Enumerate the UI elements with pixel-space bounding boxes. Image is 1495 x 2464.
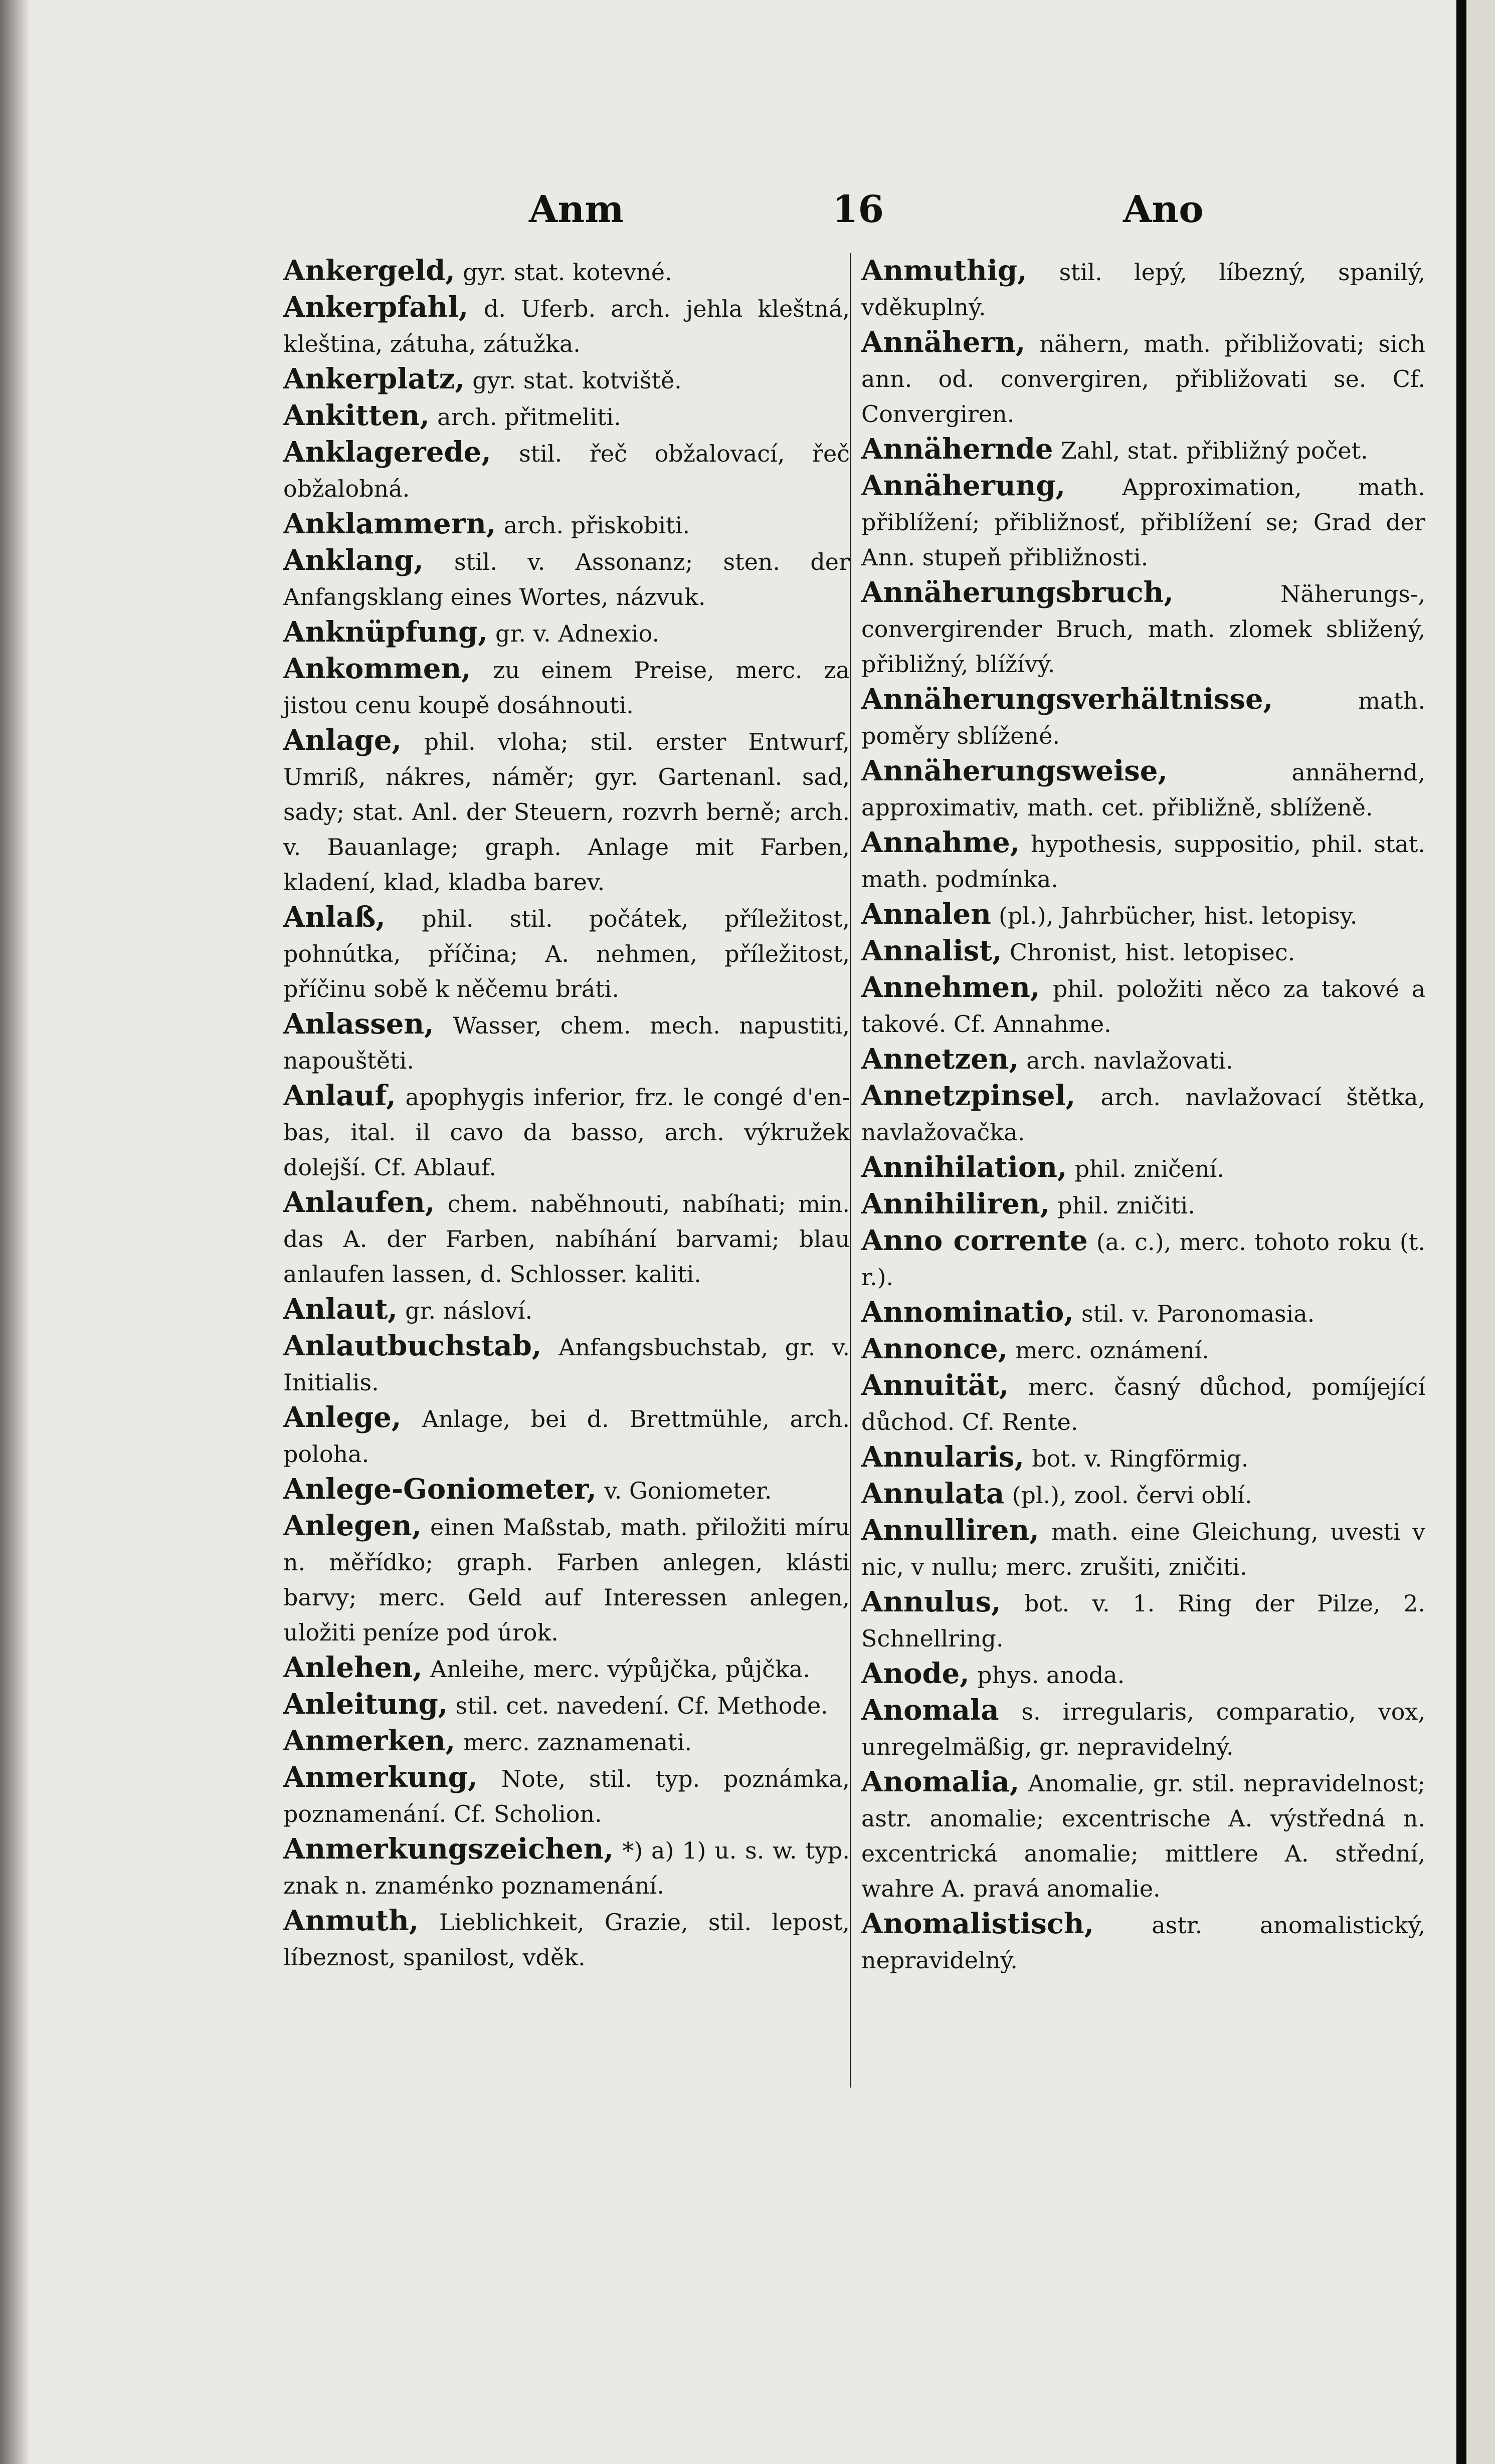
entry-definition: gyr. stat. kotviště. bbox=[472, 367, 682, 394]
entry-headword: Anmerken, bbox=[283, 1724, 456, 1757]
entry-headword: Annulata bbox=[861, 1477, 1005, 1510]
dictionary-entry bbox=[861, 682, 1425, 753]
entry-headword: Anomalia, bbox=[861, 1765, 1020, 1798]
dictionary-entry bbox=[283, 1078, 850, 1185]
entry-definition: stil. lepý, líbezný, spanilý, vděkuplný. bbox=[861, 259, 1425, 321]
dictionary-entry bbox=[861, 1513, 1425, 1584]
entry-headword: Anlege, bbox=[283, 1401, 402, 1434]
entry-headword: Annominatio, bbox=[861, 1296, 1074, 1329]
dictionary-entry bbox=[283, 506, 850, 543]
dictionary-entry bbox=[283, 398, 850, 435]
entry-definition: einen Maßstab, math. přiložiti míru n. měřídko; graph. Farben anlegen, klásti barvy; merc. Geld auf Interessen anlegen, uložiti peníze pod úrok. bbox=[283, 1514, 850, 1646]
header-right-guideword: Ano bbox=[1123, 188, 1204, 231]
entry-definition: Note, stil. typ. poznámka, poznamenání. Cf. Scholion. bbox=[283, 1765, 850, 1827]
dictionary-entry bbox=[283, 1903, 850, 1975]
entry-definition: apophygis inferior, frz. le congé d'en-bas, ital. il cavo da basso, arch. výkružek dolejší. Cf. Ablauf. bbox=[283, 1084, 850, 1181]
entry-definition: (pl.), zool. červi oblí. bbox=[1012, 1482, 1252, 1509]
entry-headword: Anknüpfung, bbox=[283, 615, 488, 649]
dictionary-entry bbox=[861, 1693, 1425, 1764]
entry-definition: zu einem Preise, merc. za jistou cenu koupě dosáhnouti. bbox=[283, 657, 850, 719]
entry-definition: bot. v. Ringförmig. bbox=[1032, 1445, 1249, 1472]
entry-definition: bot. v. 1. Ring der Pilze, 2. Schnellring. bbox=[861, 1590, 1425, 1652]
entry-definition: d. Uferb. arch. jehla kleštná, kleština, zátuha, zátužka. bbox=[283, 295, 850, 357]
dictionary-entry bbox=[861, 1042, 1425, 1078]
dictionary-entry bbox=[283, 1760, 850, 1831]
dictionary-entry bbox=[861, 575, 1425, 682]
entry-headword: Annäherung, bbox=[861, 469, 1066, 502]
entry-headword: Annulus, bbox=[861, 1585, 1001, 1618]
dictionary-entry bbox=[861, 970, 1425, 1042]
entry-definition: phil. položiti něco za takové a takové. Cf. Annahme. bbox=[861, 975, 1425, 1038]
entry-definition: s. irregularis, comparatio, vox, unregelmäßig, gr. nepravidelný. bbox=[861, 1698, 1425, 1760]
dictionary-entry bbox=[283, 543, 850, 614]
dictionary-entry bbox=[861, 1368, 1425, 1440]
entry-headword: Ankommen, bbox=[283, 652, 471, 685]
entry-definition: chem. naběhnouti, nabíhati; min. das A. der Farben, nabíhání barvami; blau anlaufen lassen, d. Schlosser. kaliti. bbox=[283, 1190, 850, 1288]
entry-definition: annähernd, approximativ, math. cet. přibližně, sblíženě. bbox=[861, 759, 1425, 821]
entry-headword: Anklammern, bbox=[283, 507, 496, 540]
entry-headword: Anlege-Goniometer, bbox=[283, 1473, 597, 1506]
dictionary-entry bbox=[283, 1650, 850, 1687]
dictionary-entry bbox=[861, 1295, 1425, 1331]
dictionary-entry bbox=[861, 1764, 1425, 1906]
entry-headword: Anmerkungszeichen, bbox=[283, 1832, 614, 1866]
dictionary-entry bbox=[283, 651, 850, 723]
entry-definition: gr. v. Adnexio. bbox=[495, 620, 660, 647]
entry-definition: hypothesis, suppositio, phil. stat. math. podmínka. bbox=[861, 831, 1425, 893]
entry-headword: Anno corrente bbox=[861, 1224, 1088, 1257]
dictionary-entry bbox=[283, 1472, 850, 1508]
entry-definition: Approximation, math. přiblížení; přibližnosť, přiblížení se; Grad der Ann. stupeň přibližnosti. bbox=[861, 474, 1425, 571]
entry-definition: Anomalie, gr. stil. nepravidelnost; astr. anomalie; excentrische A. výstředná n. excentrická anomalie; mittlere A. střední, wahre A. pravá anomalie. bbox=[861, 1770, 1425, 1902]
dictionary-entry bbox=[283, 723, 850, 900]
entry-definition: arch. přitmeliti. bbox=[437, 403, 621, 431]
entry-definition: phil. vloha; stil. erster Entwurf, Umriß, nákres, náměr; gyr. Gartenanl. sad, sady; stat. Anl. der Steuern, rozvrh berně; arch. v. Bauanlage; graph. Anlage mit Farben, kladení, klad, kladba barev. bbox=[283, 728, 850, 896]
dictionary-entry bbox=[861, 325, 1425, 432]
next-page-sliver bbox=[1466, 0, 1495, 2464]
entry-headword: Anlage, bbox=[283, 724, 402, 757]
entry-definition: phil. zničení. bbox=[1074, 1155, 1224, 1182]
dictionary-entry bbox=[861, 1906, 1425, 1978]
entry-definition: stil. řeč obžalovací, řeč obžalobná. bbox=[283, 440, 850, 502]
dictionary-entry bbox=[283, 290, 850, 361]
dictionary-entry bbox=[283, 1508, 850, 1650]
header-left-guideword: Anm bbox=[529, 188, 624, 231]
entry-headword: Anlaufen, bbox=[283, 1186, 435, 1219]
dictionary-entry bbox=[861, 468, 1425, 575]
dictionary-entry bbox=[861, 825, 1425, 897]
entry-definition: *) a) 1) u. s. w. typ. znak n. znaménko poznamenání. bbox=[283, 1837, 850, 1899]
entry-headword: Annuität, bbox=[861, 1369, 1009, 1402]
dictionary-entry bbox=[283, 614, 850, 651]
entry-headword: Ankerplatz, bbox=[283, 362, 465, 395]
entry-definition: Anleihe, merc. výpůjčka, půjčka. bbox=[430, 1656, 810, 1683]
entry-headword: Annehmen, bbox=[861, 971, 1040, 1004]
dictionary-entry bbox=[861, 753, 1425, 825]
entry-headword: Anmuth, bbox=[283, 1904, 419, 1937]
dictionary-entry bbox=[283, 900, 850, 1006]
entry-headword: Annähern, bbox=[861, 326, 1026, 359]
entry-headword: Annahme, bbox=[861, 826, 1020, 859]
entry-headword: Annulliren, bbox=[861, 1514, 1039, 1547]
entry-definition: merc. oznámení. bbox=[1015, 1337, 1210, 1364]
dictionary-entry bbox=[283, 1831, 850, 1903]
entry-definition: gr. násloví. bbox=[405, 1297, 533, 1324]
entry-headword: Anlaß, bbox=[283, 901, 386, 934]
entry-headword: Annähernde bbox=[861, 433, 1053, 466]
gutter-shadow bbox=[0, 0, 30, 2464]
entry-headword: Annalist, bbox=[861, 934, 1002, 967]
dictionary-entry bbox=[861, 933, 1425, 970]
right-column bbox=[861, 253, 1425, 1978]
entry-definition: merc. časný důchod, pomíjející důchod. Cf. Rente. bbox=[861, 1373, 1425, 1435]
entry-headword: Anklang, bbox=[283, 544, 424, 577]
entry-definition: phil. zničiti. bbox=[1057, 1192, 1195, 1219]
entry-headword: Anlaut, bbox=[283, 1293, 398, 1326]
dictionary-entry bbox=[861, 1476, 1425, 1513]
entry-definition: Lieblichkeit, Grazie, stil. lepost, líbeznost, spanilost, vděk. bbox=[283, 1909, 850, 1971]
entry-headword: Annalen bbox=[861, 898, 991, 931]
entry-headword: Annäherungsverhältnisse, bbox=[861, 683, 1273, 716]
entry-headword: Annihiliren, bbox=[861, 1187, 1050, 1220]
dictionary-entry bbox=[861, 1078, 1425, 1150]
entry-headword: Anmerkung, bbox=[283, 1761, 478, 1794]
entry-headword: Annäherungsweise, bbox=[861, 754, 1168, 787]
dictionary-entry bbox=[861, 1331, 1425, 1368]
entry-definition: phil. stil. počátek, příležitost, pohnútka, příčina; A. nehmen, příležitost, příčinu sobě k něčemu bráti. bbox=[283, 905, 850, 1002]
entry-headword: Anmuthig, bbox=[861, 254, 1027, 287]
entry-definition: math. eine Gleichung, uvesti v nic, v nullu; merc. zrušiti, zničiti. bbox=[861, 1518, 1425, 1580]
entry-definition: stil. v. Paronomasia. bbox=[1081, 1300, 1315, 1327]
entry-definition: math. poměry sblížené. bbox=[861, 687, 1425, 749]
column-rule bbox=[850, 253, 851, 2088]
entry-headword: Annularis, bbox=[861, 1441, 1024, 1474]
running-header bbox=[261, 188, 1414, 243]
dictionary-entry bbox=[283, 361, 850, 398]
entry-definition: stil. v. Assonanz; sten. der Anfangsklang eines Wortes, názvuk. bbox=[283, 548, 850, 610]
entry-headword: Annetzpinsel, bbox=[861, 1079, 1076, 1112]
entry-definition: Näherungs-, convergirender Bruch, math. zlomek sbližený, přibližný, blížívý. bbox=[861, 580, 1425, 678]
dictionary-entry bbox=[283, 435, 850, 506]
dictionary-entry bbox=[861, 1656, 1425, 1693]
entry-definition: Anfangsbuchstab, gr. v. Initialis. bbox=[283, 1334, 850, 1396]
dictionary-entry bbox=[861, 253, 1425, 325]
dictionary-entry bbox=[283, 1723, 850, 1760]
entry-definition: Wasser, chem. mech. napustiti, napouštěti. bbox=[283, 1012, 850, 1074]
entry-headword: Anlassen, bbox=[283, 1007, 434, 1041]
entry-headword: Anomala bbox=[861, 1694, 999, 1727]
entry-definition: gyr. stat. kotevné. bbox=[463, 259, 672, 286]
entry-headword: Anleitung, bbox=[283, 1688, 448, 1721]
dictionary-entry bbox=[861, 1223, 1425, 1295]
entry-headword: Anlehen, bbox=[283, 1651, 423, 1684]
dictionary-entry bbox=[861, 1186, 1425, 1223]
left-column bbox=[283, 253, 850, 1975]
entry-definition: nähern, math. přibližovati; sich ann. od. convergiren, přibližovati se. Cf. Convergiren. bbox=[861, 330, 1425, 428]
entry-headword: Anomalistisch, bbox=[861, 1907, 1094, 1940]
dictionary-entry bbox=[861, 1440, 1425, 1476]
dictionary-entry bbox=[861, 897, 1425, 933]
dictionary-entry bbox=[283, 1687, 850, 1723]
dictionary-entry bbox=[283, 1006, 850, 1078]
entry-definition: merc. zaznamenati. bbox=[463, 1729, 692, 1756]
entry-headword: Ankitten, bbox=[283, 399, 430, 432]
dictionary-entry bbox=[861, 1584, 1425, 1656]
entry-definition: arch. navlažovací štětka, navlažovačka. bbox=[861, 1084, 1425, 1146]
entry-headword: Annonce, bbox=[861, 1332, 1008, 1365]
entry-definition: (a. c.), merc. tohoto roku (t. r.). bbox=[861, 1228, 1425, 1291]
dictionary-entry bbox=[283, 1328, 850, 1400]
entry-headword: Annäherungsbruch, bbox=[861, 576, 1174, 609]
dictionary-entry bbox=[861, 1150, 1425, 1186]
entry-definition: arch. navlažovati. bbox=[1026, 1047, 1233, 1074]
dictionary-entry bbox=[283, 253, 850, 290]
entry-headword: Anode, bbox=[861, 1657, 970, 1690]
entry-headword: Anlauf, bbox=[283, 1079, 396, 1112]
entry-headword: Anklagerede, bbox=[283, 436, 491, 469]
dictionary-entry bbox=[283, 1292, 850, 1328]
entry-definition: v. Goniometer. bbox=[604, 1477, 772, 1504]
entry-definition: (pl.), Jahrbücher, hist. letopisy. bbox=[999, 902, 1358, 929]
entry-headword: Annetzen, bbox=[861, 1043, 1019, 1076]
dictionary-entry bbox=[283, 1400, 850, 1472]
entry-definition: stil. cet. navedení. Cf. Methode. bbox=[455, 1692, 828, 1719]
page-number: 16 bbox=[832, 188, 884, 231]
entry-definition: astr. anomalistický, nepravidelný. bbox=[861, 1912, 1425, 1974]
entry-definition: Chronist, hist. letopisec. bbox=[1009, 939, 1295, 966]
entry-headword: Ankergeld, bbox=[283, 254, 455, 287]
entry-headword: Anlegen, bbox=[283, 1509, 422, 1542]
dictionary-entry bbox=[861, 432, 1425, 468]
entry-definition: Anlage, bei d. Brettmühle, arch. poloha. bbox=[283, 1405, 850, 1468]
entry-definition: arch. přiskobiti. bbox=[503, 512, 690, 539]
dictionary-entry bbox=[283, 1185, 850, 1292]
entry-definition: phys. anoda. bbox=[977, 1662, 1125, 1689]
entry-headword: Anlautbuchstab, bbox=[283, 1329, 542, 1362]
entry-definition: Zahl, stat. přibližný počet. bbox=[1060, 437, 1368, 464]
entry-headword: Annihilation, bbox=[861, 1151, 1067, 1184]
entry-headword: Ankerpfahl, bbox=[283, 291, 469, 324]
